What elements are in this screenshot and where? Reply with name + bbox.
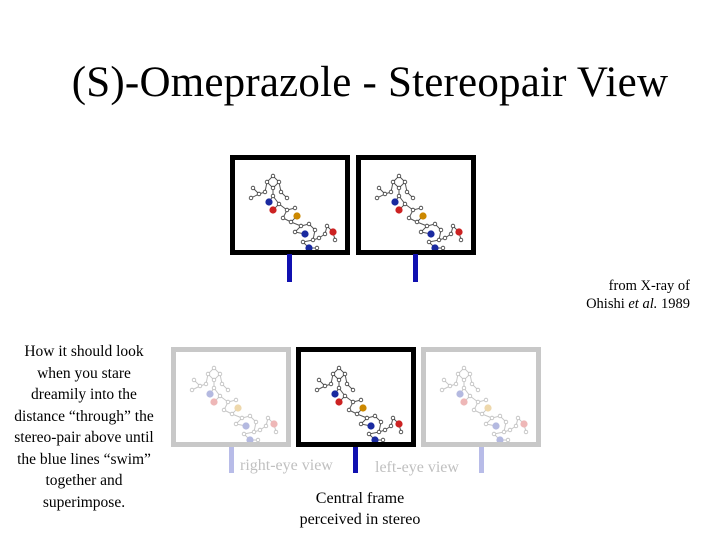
molecule-atom	[373, 414, 377, 418]
molecule-atom	[226, 388, 230, 392]
molecule-atom	[368, 423, 374, 429]
molecule-atom	[247, 437, 253, 442]
molecule-atom	[212, 378, 216, 382]
credit-author: Ohishi	[586, 296, 625, 312]
molecule-atom	[240, 416, 244, 420]
molecule-atom	[461, 399, 467, 405]
molecule-atom	[508, 428, 512, 432]
molecule-atom	[420, 213, 426, 219]
molecule-structure-image	[176, 352, 286, 442]
credit-year: 1989	[661, 296, 690, 312]
molecule-atom	[425, 224, 429, 228]
molecule-atom	[411, 208, 415, 212]
molecule-atom	[456, 372, 460, 376]
molecule-atom	[459, 238, 463, 242]
molecule-atom	[293, 206, 297, 210]
molecule-atom	[315, 388, 319, 392]
molecule-atom	[230, 412, 234, 416]
molecule-atom	[242, 432, 246, 436]
molecule-atom	[198, 384, 202, 388]
molecule-atom	[502, 430, 506, 434]
molecule-atom	[343, 394, 347, 398]
molecule-atom	[271, 421, 277, 427]
molecule-atom	[433, 222, 437, 226]
molecule-atom	[266, 199, 272, 205]
molecule-atom	[256, 438, 260, 442]
molecule-atom	[485, 405, 491, 411]
molecule-atom	[359, 398, 363, 402]
blue-alignment-line-center	[353, 447, 358, 473]
molecule-atom	[506, 438, 510, 442]
molecule-atom	[415, 220, 419, 224]
molecule-atom	[317, 236, 321, 240]
molecule-atom	[432, 245, 438, 250]
molecule-atom	[514, 424, 518, 428]
molecule-atom	[249, 196, 253, 200]
molecule-atom	[337, 386, 341, 390]
molecule-atom	[407, 216, 411, 220]
credit-line-1: from X-ray of	[608, 278, 690, 294]
molecule-atom	[302, 231, 308, 237]
molecule-atom	[392, 199, 398, 205]
molecule-atom	[251, 186, 255, 190]
molecule-atom	[337, 378, 341, 382]
molecule-atom	[396, 421, 402, 427]
molecule-structure-image	[426, 352, 536, 442]
source-credit	[470, 277, 690, 313]
molecule-atom	[313, 228, 317, 232]
molecule-atom	[468, 372, 472, 376]
molecule-atom	[254, 420, 258, 424]
molecule-atom	[497, 437, 503, 442]
molecule-atom	[345, 382, 349, 386]
molecule-atom	[490, 416, 494, 420]
molecule-atom	[448, 384, 452, 388]
molecule-atom	[263, 190, 267, 194]
molecule-atom	[351, 400, 355, 404]
molecule-atom	[405, 190, 409, 194]
molecule-atom	[427, 240, 431, 244]
molecule-atom	[470, 382, 474, 386]
molecule-atom	[264, 424, 268, 428]
molecule-atom	[212, 386, 216, 390]
faded-frame-left	[171, 347, 291, 447]
molecule-atom	[285, 208, 289, 212]
central-frame-caption: Central frame perceived in stereo	[299, 490, 421, 528]
molecule-atom	[299, 224, 303, 228]
faded-frame-right	[421, 347, 541, 447]
molecule-atom	[234, 398, 238, 402]
molecule-atom	[235, 405, 241, 411]
molecule-atom	[383, 428, 387, 432]
page-title: (S)-Omeprazole - Stereopair View	[71, 59, 669, 106]
molecule-atom	[222, 408, 226, 412]
molecule-atom	[301, 240, 305, 244]
molecule-atom	[419, 206, 423, 210]
molecule-atom	[289, 220, 293, 224]
molecule-atom	[207, 391, 213, 397]
molecule-atom	[212, 366, 216, 370]
molecule-atom	[372, 437, 378, 442]
molecule-atom	[360, 405, 366, 411]
molecule-atom	[330, 229, 336, 235]
molecule-atom	[377, 186, 381, 190]
blue-alignment-line-left-eye	[413, 254, 418, 282]
molecule-atom	[337, 366, 341, 370]
molecule-atom	[397, 194, 401, 198]
molecule-structure-image	[361, 160, 471, 250]
molecule-atom	[226, 400, 230, 404]
molecule-atom	[270, 207, 276, 213]
molecule-atom	[315, 246, 319, 250]
molecule-atom	[266, 416, 270, 420]
central-stereo-frame	[296, 347, 416, 447]
molecule-atom	[274, 430, 278, 434]
molecule-atom	[351, 388, 355, 392]
molecule-atom	[389, 424, 393, 428]
stereo-frame-left-eye	[356, 155, 476, 255]
molecule-atom	[311, 238, 315, 242]
molecule-atom	[484, 422, 488, 426]
molecule-atom	[285, 196, 289, 200]
molecule-atom	[355, 412, 359, 416]
molecule-atom	[277, 202, 281, 206]
molecule-atom	[462, 386, 466, 390]
molecule-atom	[317, 378, 321, 382]
molecule-atom	[329, 382, 333, 386]
molecule-atom	[472, 408, 476, 412]
molecule-atom	[391, 180, 395, 184]
molecule-atom	[323, 384, 327, 388]
molecule-atom	[493, 423, 499, 429]
molecule-atom	[325, 224, 329, 228]
molecule-atom	[218, 394, 222, 398]
molecule-atom	[271, 194, 275, 198]
molecule-atom	[462, 366, 466, 370]
molecule-atom	[375, 196, 379, 200]
molecule-atom	[437, 238, 441, 242]
molecule-atom	[498, 414, 502, 418]
credit-line-2	[470, 295, 690, 313]
right-eye-view-label: right-eye view	[240, 457, 333, 474]
molecule-structure-image	[301, 352, 411, 442]
molecule-atom	[391, 416, 395, 420]
molecule-atom	[190, 388, 194, 392]
molecule-atom	[396, 207, 402, 213]
molecule-atom	[343, 372, 347, 376]
molecule-atom	[476, 400, 480, 404]
molecule-atom	[257, 192, 261, 196]
molecule-atom	[277, 180, 281, 184]
molecule-atom	[279, 190, 283, 194]
molecule-atom	[306, 245, 312, 250]
molecule-atom	[271, 186, 275, 190]
credit-et-al: et al.	[628, 296, 658, 312]
molecule-atom	[367, 432, 371, 436]
molecule-atom	[336, 399, 342, 405]
molecule-atom	[428, 231, 434, 237]
molecule-atom	[218, 372, 222, 376]
molecule-atom	[333, 238, 337, 242]
molecule-atom	[381, 438, 385, 442]
molecule-atom	[307, 222, 311, 226]
molecule-atom	[449, 232, 453, 236]
molecule-atom	[504, 420, 508, 424]
molecule-atom	[204, 382, 208, 386]
molecule-atom	[379, 420, 383, 424]
molecule-atom	[468, 394, 472, 398]
viewing-instructions: How it should look when you stare dreamily into the distance “through” the stereo-pair above until the blue lines “swim” together and superimpose.	[14, 343, 154, 511]
molecule-structure-image	[235, 160, 345, 250]
molecule-atom	[220, 382, 224, 386]
molecule-atom	[258, 428, 262, 432]
molecule-atom	[476, 388, 480, 392]
molecule-atom	[441, 246, 445, 250]
molecule-atom	[439, 228, 443, 232]
molecule-atom	[480, 412, 484, 416]
blue-alignment-line-right-eye	[287, 254, 292, 282]
molecule-atom	[443, 236, 447, 240]
molecule-atom	[281, 216, 285, 220]
molecule-atom	[359, 422, 363, 426]
faded-blue-line-left	[229, 447, 234, 473]
stereo-frame-right-eye	[230, 155, 350, 255]
molecule-atom	[252, 430, 256, 434]
molecule-atom	[411, 196, 415, 200]
molecule-atom	[331, 372, 335, 376]
molecule-atom	[211, 399, 217, 405]
molecule-atom	[294, 213, 300, 219]
molecule-atom	[399, 430, 403, 434]
molecule-atom	[265, 180, 269, 184]
molecule-atom	[397, 186, 401, 190]
molecule-atom	[323, 232, 327, 236]
molecule-atom	[332, 391, 338, 397]
molecule-atom	[516, 416, 520, 420]
molecule-atom	[397, 174, 401, 178]
molecule-atom	[451, 224, 455, 228]
molecule-atom	[484, 398, 488, 402]
molecule-atom	[524, 430, 528, 434]
molecule-atom	[293, 230, 297, 234]
molecule-atom	[403, 202, 407, 206]
molecule-atom	[457, 391, 463, 397]
molecule-atom	[192, 378, 196, 382]
molecule-atom	[492, 432, 496, 436]
molecule-atom	[248, 414, 252, 418]
molecule-atom	[243, 423, 249, 429]
molecule-atom	[383, 192, 387, 196]
molecule-atom	[454, 382, 458, 386]
molecule-atom	[419, 230, 423, 234]
molecule-atom	[347, 408, 351, 412]
faded-blue-line-right	[479, 447, 484, 473]
molecule-atom	[234, 422, 238, 426]
molecule-atom	[365, 416, 369, 420]
molecule-atom	[377, 430, 381, 434]
left-eye-view-label: left-eye view	[375, 459, 459, 476]
molecule-atom	[462, 378, 466, 382]
molecule-atom	[440, 388, 444, 392]
molecule-atom	[389, 190, 393, 194]
molecule-atom	[521, 421, 527, 427]
molecule-atom	[456, 229, 462, 235]
molecule-atom	[206, 372, 210, 376]
molecule-atom	[271, 174, 275, 178]
molecule-atom	[403, 180, 407, 184]
molecule-atom	[442, 378, 446, 382]
